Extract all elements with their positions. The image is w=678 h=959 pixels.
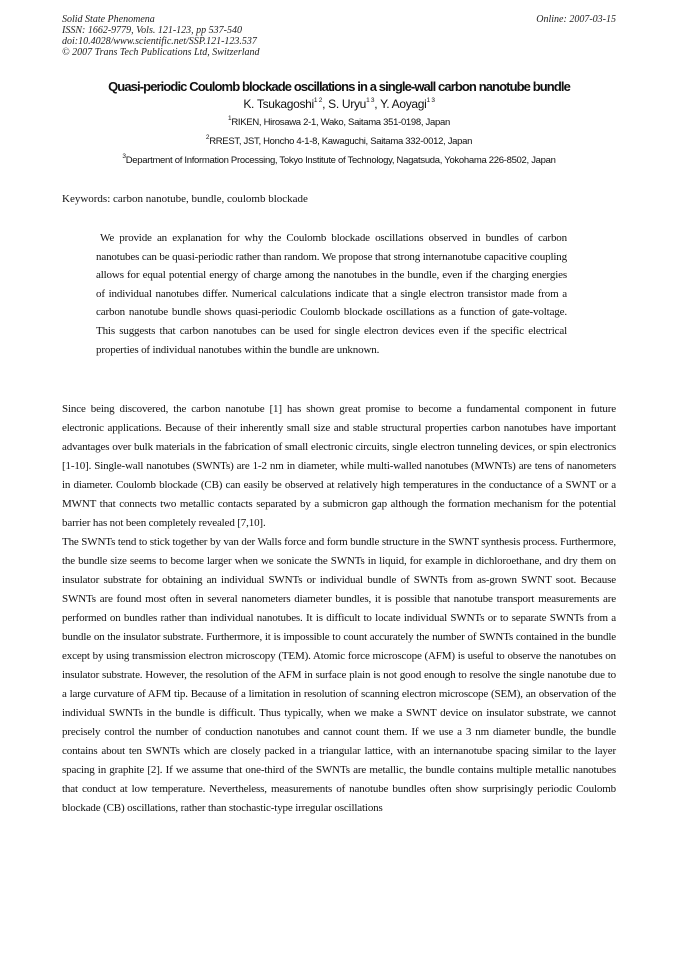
affiliation-text: Department of Information Processing, Tokyo Institute of Technology, Nagatsuda, Yokohama 226-8502, Japan (125, 155, 556, 166)
keywords: Keywords: carbon nanotube, bundle, coulomb blockade (62, 193, 308, 205)
journal-doi: doi:10.4028/www.scientific.net/SSP.121-123.537 (62, 36, 257, 47)
affiliation-text: RIKEN, Hirosawa 2-1, Wako, Saitama 351-0198, Japan (231, 117, 450, 128)
affiliation-1 (0, 114, 678, 128)
author-name: K. Tsukagoshi (243, 97, 314, 111)
affiliation-3 (0, 152, 678, 166)
body-paragraph: Since being discovered, the carbon nanotube [1] has shown great promise to become a fundamental component in future electronic applications. Because of their inherently small size and stable structural properties carbon nanotubes have important advantages over bulk materials in the fabrication of small electronic circuits, single electron tunneling devices, or spin electronics [1-10]. Single-wall nanotubes (SWNTs) are 1-2 nm in diameter, while multi-walled nanotubes (MWNTs) are tens of nanometers in diameter. Coulomb blockade (CB) can easily be observed at relatively high temperatures in the conductance of a SWNT or a MWNT that connects two metallic contacts separated by a submicron gap although the formation mechanism for the potential barrier has not been completely revealed [7,10]. (62, 403, 616, 529)
journal-issn: ISSN: 1662-9779, Vols. 121-123, pp 537-540 (62, 25, 242, 36)
author-affil-marker: 1 2 (313, 97, 323, 104)
journal-name: Solid State Phenomena (62, 14, 155, 25)
author-affil-marker: 1 3 (426, 97, 435, 104)
author-list: K. Tsukagoshi$^{1 2}$, S. Uryu$^{1 3}$, Y. Aoyagi$^{1 3}$ (243, 97, 435, 111)
paper-title: Quasi-periodic Coulomb blockade oscillations in a single-wall carbon nanotube bundle (108, 79, 570, 94)
abstract: We provide an explanation for why the Coulomb blockade oscillations observed in bundles of carbon nanotubes can be quasi-periodic rather than random. We propose that strong internanotube capacitive coupling allows for equal potential energy of charge among the nanotubes in the bundle, even if the charging energies of individual nanotubes differ. Numerical calculations indicate that a single electron transistor made from a carbon nanotube bundle shows quasi-periodic Coulomb blockade oscillations as a function of gate-voltage. This suggests that carbon nanotubes can be used for single electron devices even if the specific electrical properties of individual nanotubes within the bundle are unknown. (96, 232, 567, 356)
online-date: Online: 2007-03-15 (536, 14, 616, 25)
affiliation-number: 2 (205, 133, 210, 141)
journal-copyright: © 2007 Trans Tech Publications Ltd, Switzerland (62, 47, 260, 58)
body-text (62, 400, 616, 818)
affiliation-2 (0, 133, 678, 147)
author-name: Y. Aoyagi (380, 97, 427, 111)
author-affil-marker: 1 3 (366, 97, 375, 104)
affiliation-text: RREST, JST, Honcho 4-1-8, Kawaguchi, Saitama 332-0012, Japan (209, 136, 473, 147)
body-paragraph: The SWNTs tend to stick together by van der Walls force and form bundle structure in the SWNT synthesis process. Furthermore, the bundle size seems to become larger when we sonicate the SWNTs in liquid, for example in dichloroethane, and dry them on insulator substrate for obtaining an individual SWNTs or individual bundle of SWNTs from as-grown SWNT soot. Because SWNTs are found most often in several nanometers diameter bundles, it is possible that nanotube transport measurements are performed on bundles rather than individual nanotubes. It is difficult to locate individual SWNTs or to separate SWNTs from a bundle on the insulator substrate. Furthermore, it is impossible to count accurately the number of SWNTs contained in the bundle except by using transmission electron microscopy (TEM). Atomic force microscope (AFM) is useful to observe the nanotubes on insulator substrate. However, the resolution of the AFM in surface plain is not good enough to resolve the single nanotube due to a large curvature of AFM tip. Because of a limitation in resolution of scanning electron microscope (SEM), an observation of the individual SWNTs in the bundle is difficult. Thus typically, when we make a SWNT device on insulator substrate, we cannot precisely control the number of conduction nanotubes and cannot count them. If we use a 3 nm diameter bundle, the bundle contains about ten SWNTs which are closely packed in a triangular lattice, with an internanotube spacing similar to the layer spacing in graphite [2]. If we assume that one-third of the SWNTs are metallic, the bundle contains multiple metallic nanotubes that conduct at low temperature. Nevertheless, measurements of nanotube bundles often show surprisingly periodic Coulomb blockade (CB) oscillations, rather than stochastic-type irregular oscillations (62, 536, 616, 814)
affiliation-number: 3 (122, 152, 126, 160)
author-name: S. Uryu (328, 97, 367, 111)
journal-header (62, 14, 616, 58)
affiliation-number: 1 (228, 114, 232, 122)
